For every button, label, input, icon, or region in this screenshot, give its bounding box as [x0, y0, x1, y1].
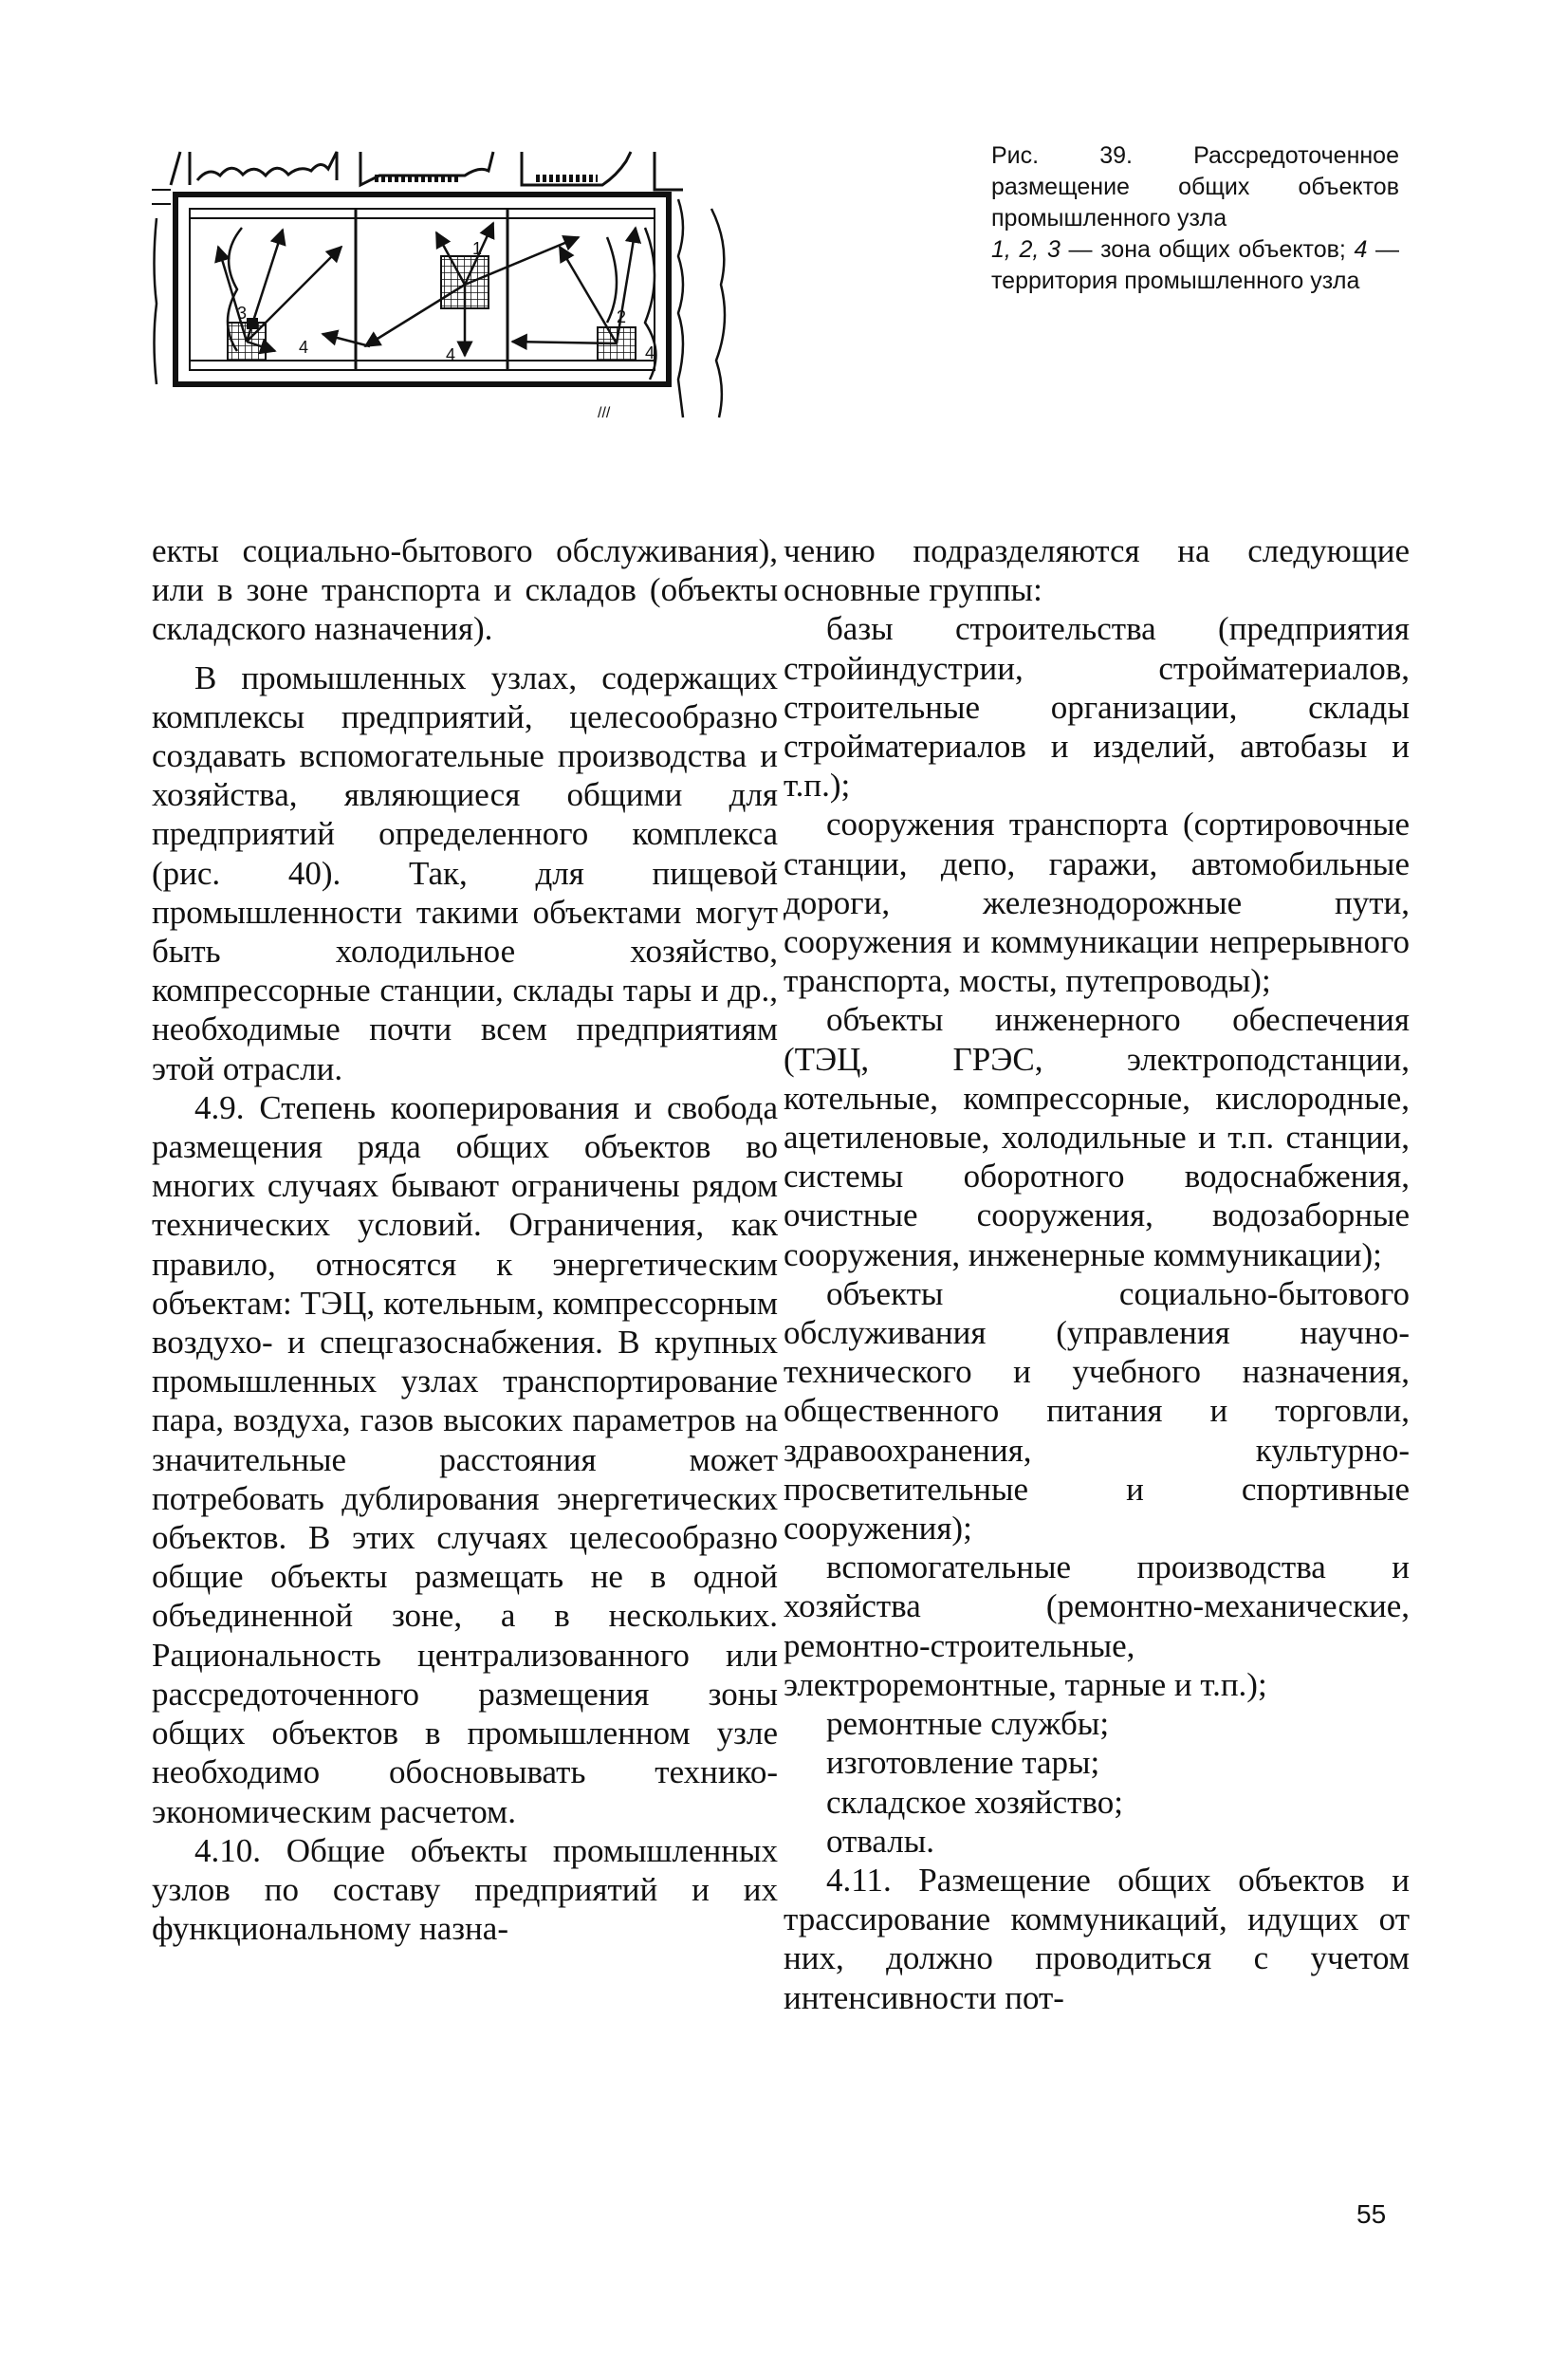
list-item: ремонтные службы;: [826, 1705, 1110, 1743]
list-item: сооружения транспорта (сортировочные станции, депо, гаражи, автомобильные дороги, железнодорожные пути, сооружения и коммуникации непрерывного транспорта, мосты, путепроводы);: [784, 806, 1410, 1000]
caption-legend-1: — зона общих объектов;: [1060, 236, 1355, 263]
figure-label-4b: 4: [446, 345, 456, 364]
figure-39-diagram: [152, 133, 930, 436]
figure-label-4a: 4: [299, 338, 309, 357]
list-item: изготовление тары;: [826, 1744, 1100, 1782]
figure-label-1: 1: [472, 239, 483, 258]
paragraph: екты социально-бытового обслуживания), или в зоне транспорта и складов (объекты складского назначения).: [152, 532, 778, 648]
caption-legend-2: — территория промышленного узла: [991, 236, 1399, 294]
paragraph: чению подразделяются на следующие основные группы:: [784, 532, 1410, 609]
figure-label-3: 3: [237, 304, 248, 323]
paragraph: 4.11. Размещение общих объектов и трассирование коммуникаций, идущих от них, должно проводиться с учетом интенсивности пот-: [784, 1861, 1410, 2016]
list-item: складское хозяйство;: [826, 1783, 1123, 1821]
list-item: отвалы.: [826, 1822, 934, 1860]
caption-legend-nums: 1, 2, 3: [991, 236, 1061, 263]
links-arrows: [218, 223, 636, 356]
figure-hatch: ///: [598, 405, 611, 421]
paragraph: В промышленных узлах, содержащих комплексы предприятий, целесообразно создавать вспомогательные производства и хозяйства, являющиеся общими для предприятий определенного комплекса (рис. 40). Так, для пищевой промышленности такими объектами могут быть холодильное хозяйство, компрессорные станции, склады тары и др., необходимые почти всем предприятиям этой отрасли.: [152, 658, 778, 1087]
list-item: объекты инженерного обеспечения (ТЭЦ, ГРЭС, электроподстанции, котельные, компрессорные, кислородные, ацетиленовые, холодильные и т.п. станции, системы оборотного водоснабжения, очистные сооружения, водозаборные сооружения, инженерные коммуникации);: [784, 1001, 1410, 1273]
figure-label-4c: 4: [645, 343, 655, 362]
paragraph: 4.10. Общие объекты промышленных узлов по составу предприятий и их функциональному назна-: [152, 1831, 778, 1948]
left-column: [152, 531, 778, 1948]
list-item: вспомогательные производства и хозяйства (ремонтно-механические, ремонтно-строительные, электроремонтные, тарные и т.п.);: [784, 1548, 1410, 1703]
list-item: базы строительства (предприятия стройиндустрии, стройматериалов, строительные организации, склады стройматериалов и изделий, автобазы и т.п.);: [784, 610, 1410, 805]
caption-title: Рис. 39. Рассредоточенное размещение общих объектов промышленного узла: [991, 142, 1399, 232]
list-item: объекты социально-бытового обслуживания (управления научно-технического и учебного назначения, общественного питания и торговли, здравоохранения, культурно-просветительные и спортивные сооружения);: [784, 1274, 1410, 1548]
figure-label-2: 2: [617, 307, 627, 326]
page-number: 55: [1356, 2199, 1387, 2229]
right-column: [784, 531, 1410, 2017]
caption-legend: [991, 234, 1399, 297]
figure-caption: [991, 140, 1399, 297]
caption-legend-num4: 4: [1354, 236, 1368, 263]
paragraph: 4.9. Степень кооперирования и свобода размещения ряда общих объектов во многих случаях бывают ограничены рядом технических условий. Ограничения, как правило, относятся к энергетическим объектам: ТЭЦ, котельным, компрессорным воздухо- и спецгазоснабжения. В крупных промышленных узлах транспортирование пара, воздуха, газов высоких параметров на значительные расстояния может потребовать дублирования энергетических объектов. В этих случаях целесообразно общие объекты размещать не в одной объединенной зоне, а в нескольких. Рациональность централизованного или рассредоточенного размещения зоны общих объектов в промышленном узле необходимо обосновывать технико-экономическим расчетом.: [152, 1088, 778, 1830]
